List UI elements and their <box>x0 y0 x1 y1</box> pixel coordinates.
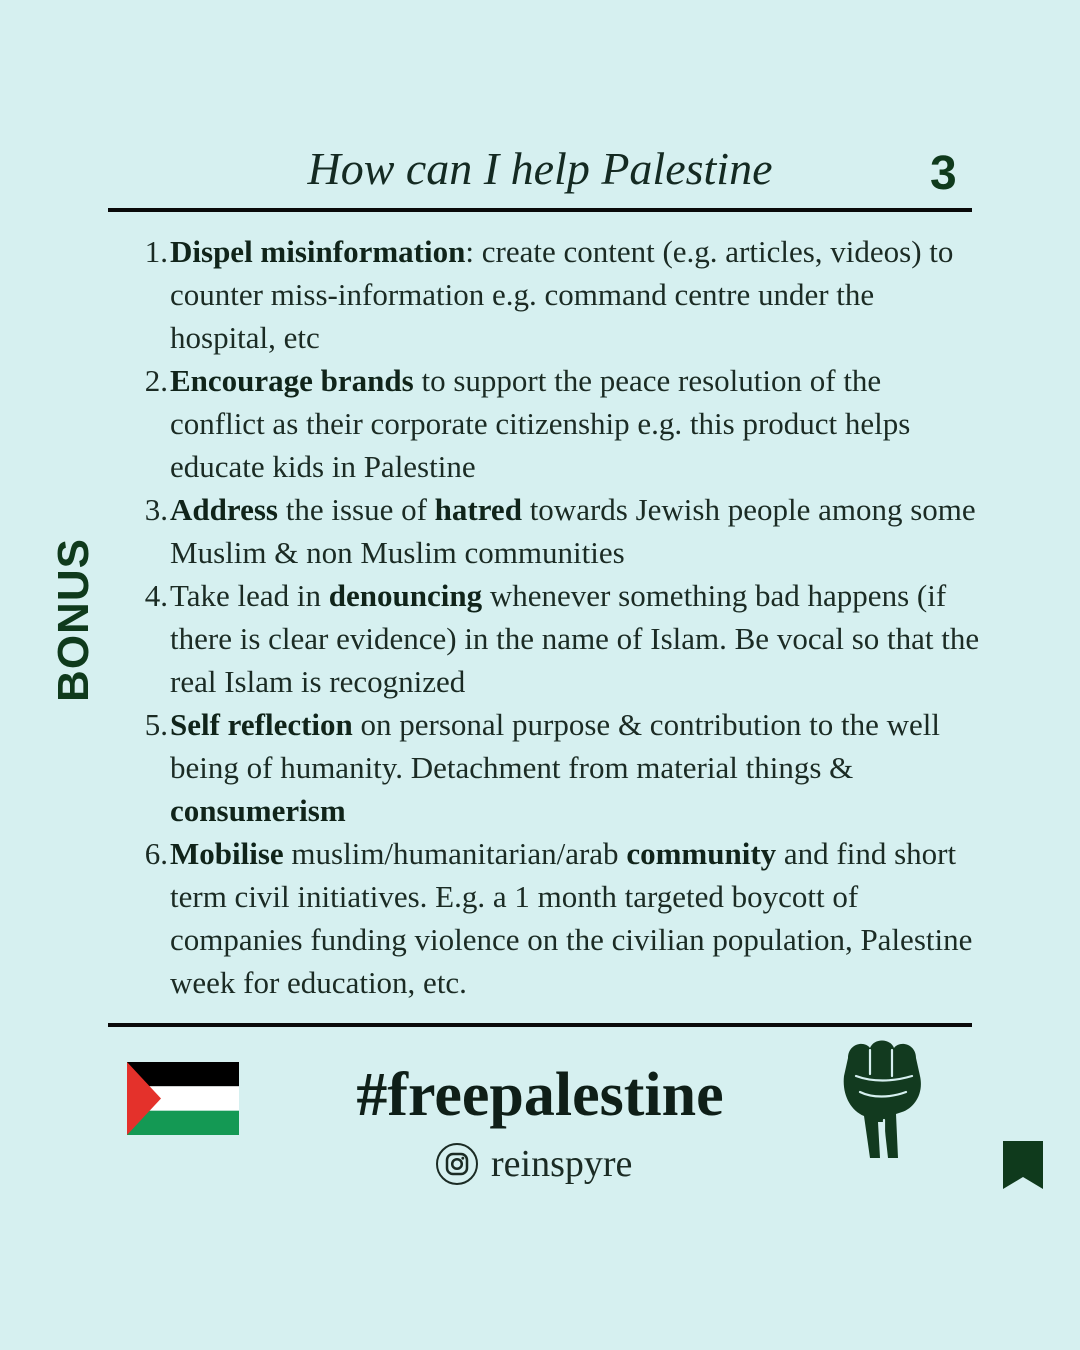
list-item-number: 5. <box>144 707 168 742</box>
list-item-number: 4. <box>144 578 168 613</box>
page-number: 3 <box>930 147 957 200</box>
list-item-text <box>168 230 980 359</box>
list-item-number: 1. <box>144 234 168 269</box>
list-item-text <box>168 359 980 488</box>
body-text: : create content (e.g. articles, videos) to counter miss-information e.g. command centre under the hospital, etc <box>170 234 954 355</box>
list-item-number: 6. <box>144 836 168 871</box>
bonus-label: BONUS <box>49 538 98 702</box>
instagram-icon <box>435 1142 479 1186</box>
list-item <box>130 832 980 1004</box>
list-item <box>130 703 980 832</box>
list-item-text <box>168 703 980 832</box>
emphasis-text: Address <box>170 492 278 527</box>
social-handle[interactable] <box>435 1142 632 1186</box>
list-item-number: 2. <box>144 363 168 398</box>
body-text: towards Jewish people among some Muslim & non Muslim communities <box>170 492 976 570</box>
emphasis-text: community <box>626 836 777 871</box>
body-text: muslim/humanitarian/arab <box>283 836 627 871</box>
list-item <box>130 574 980 703</box>
help-list <box>130 230 980 1004</box>
handle-text: reinspyre <box>491 1143 633 1185</box>
emphasis-text: Self reflection <box>170 707 353 742</box>
list-item-text <box>168 832 980 1004</box>
list-item-number: 3. <box>144 492 168 527</box>
body-text: Take lead in <box>170 578 329 613</box>
page-title: How can I help Palestine <box>307 143 773 194</box>
bottom-divider <box>108 1023 972 1027</box>
emphasis-text: Mobilise <box>170 836 284 871</box>
body-text: and find short term civil initiatives. E.g. a 1 month targeted boycott of companies funding violence on the civilian population, Palestine week for education, etc. <box>170 836 973 1000</box>
raised-fist-icon <box>836 1036 926 1162</box>
body-text: on personal purpose & contribution to the well being of humanity. Detachment from material things & <box>170 707 940 785</box>
emphasis-text: consumerism <box>170 793 346 828</box>
body-text: whenever something bad happens (if there is clear evidence) in the name of Islam. Be vocal so that the real Islam is recognized <box>170 578 980 699</box>
body-text: to support the peace resolution of the conflict as their corporate citizenship e.g. this product helps educate kids in Palestine <box>170 363 911 484</box>
emphasis-text: hatred <box>434 492 522 527</box>
list-item <box>130 359 980 488</box>
hashtag: #freepalestine <box>356 1061 724 1129</box>
list-item <box>130 488 980 574</box>
emphasis-text: denouncing <box>328 578 483 613</box>
body-text: the issue of <box>277 492 435 527</box>
list-item-text <box>168 574 980 703</box>
emphasis-text: Encourage brands <box>170 363 414 398</box>
emphasis-text: Dispel misinformation <box>170 234 466 269</box>
bookmark-icon[interactable] <box>1003 1141 1043 1189</box>
top-divider <box>108 208 972 212</box>
list-item <box>130 230 980 359</box>
list-item-text <box>168 488 980 574</box>
